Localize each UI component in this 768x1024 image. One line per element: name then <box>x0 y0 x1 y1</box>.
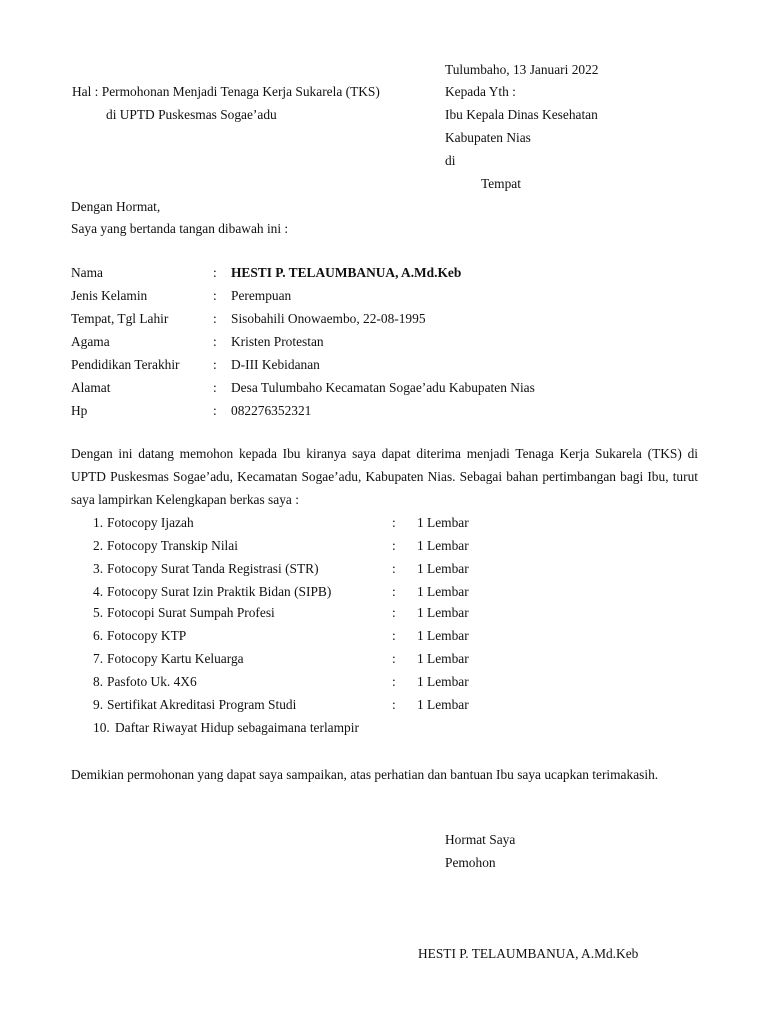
bio-label: Jenis Kelamin <box>71 288 148 303</box>
item-number: 5. <box>93 605 104 620</box>
bio-row-phone <box>71 403 698 419</box>
item-number: 6. <box>93 628 104 643</box>
item-colon: : <box>392 515 396 530</box>
bio-label: Agama <box>71 334 110 349</box>
bio-colon: : <box>213 311 217 326</box>
bio-value: 082276352321 <box>231 403 312 418</box>
bio-label: Pendidikan Terakhir <box>71 357 180 372</box>
item-name: Fotocopy Surat Izin Praktik Bidan (SIPB) <box>107 584 332 599</box>
signature-name: HESTI P. TELAUMBANUA, A.Md.Keb <box>418 946 639 961</box>
place-date: Tulumbaho, 13 Januari 2022 <box>445 62 599 77</box>
salutation: Dengan Hormat, <box>71 199 161 214</box>
item-colon: : <box>392 561 396 576</box>
item-quantity: 1 Lembar <box>417 651 469 666</box>
item-quantity: 1 Lembar <box>417 561 469 576</box>
item-name: Fotocopy Transkip Nilai <box>107 538 238 553</box>
list-item <box>93 651 593 667</box>
signature-closing: Hormat Saya <box>445 832 516 847</box>
bio-colon: : <box>213 288 217 303</box>
item-colon: : <box>392 697 396 712</box>
bio-label: Nama <box>71 265 103 280</box>
item-name: Fotocopy KTP <box>107 628 187 643</box>
item-number: 3. <box>93 561 104 576</box>
item-colon: : <box>392 651 396 666</box>
bio-row-birth <box>71 311 698 327</box>
item-quantity: 1 Lembar <box>417 605 469 620</box>
bio-value: Perempuan <box>231 288 292 303</box>
bio-row-education <box>71 357 698 373</box>
item-number: 8. <box>93 674 104 689</box>
list-item <box>93 584 593 600</box>
item-number: 10. <box>93 720 110 735</box>
subject-line-2: di UPTD Puskesmas Sogae’adu <box>106 107 277 122</box>
bio-colon: : <box>213 403 217 418</box>
list-item <box>93 628 593 644</box>
bio-row-gender <box>71 288 698 304</box>
item-quantity: 1 Lembar <box>417 538 469 553</box>
item-name: Fotocopy Surat Tanda Registrasi (STR) <box>107 561 319 576</box>
recipient-place: Tempat <box>481 176 521 191</box>
recipient-region: Kabupaten Nias <box>445 130 531 145</box>
subject-line: Hal : Permohonan Menjadi Tenaga Kerja Sukarela (TKS) <box>72 84 380 99</box>
item-name: Fotocopi Surat Sumpah Profesi <box>107 605 275 620</box>
item-colon: : <box>392 538 396 553</box>
item-name: Pasfoto Uk. 4X6 <box>107 674 197 689</box>
item-quantity: 1 Lembar <box>417 515 469 530</box>
list-item <box>93 697 593 713</box>
item-name: Fotocopy Kartu Keluarga <box>107 651 244 666</box>
item-colon: : <box>392 628 396 643</box>
item-name: Daftar Riwayat Hidup sebagaimana terlampir <box>115 720 359 735</box>
bio-value: Kristen Protestan <box>231 334 324 349</box>
bio-label: Tempat, Tgl Lahir <box>71 311 169 326</box>
item-quantity: 1 Lembar <box>417 628 469 643</box>
bio-colon: : <box>213 380 217 395</box>
recipient-di: di <box>445 153 456 168</box>
item-number: 4. <box>93 584 104 599</box>
bio-row-religion <box>71 334 698 350</box>
item-quantity: 1 Lembar <box>417 674 469 689</box>
bio-value: D-III Kebidanan <box>231 357 320 372</box>
recipient-title: Ibu Kepala Dinas Kesehatan <box>445 107 598 122</box>
item-number: 7. <box>93 651 104 666</box>
item-colon: : <box>392 674 396 689</box>
list-item <box>93 538 593 554</box>
recipient-greeting: Kepada Yth : <box>445 84 516 99</box>
bio-value: Desa Tulumbaho Kecamatan Sogae’adu Kabupaten Nias <box>231 380 535 395</box>
item-number: 2. <box>93 538 104 553</box>
item-quantity: 1 Lembar <box>417 584 469 599</box>
bio-colon: : <box>213 357 217 372</box>
signature-role: Pemohon <box>445 855 496 870</box>
list-item <box>93 561 593 577</box>
item-name: Fotocopy Ijazah <box>107 515 194 530</box>
item-number: 1. <box>93 515 104 530</box>
bio-value: HESTI P. TELAUMBANUA, A.Md.Keb <box>231 265 462 280</box>
list-item <box>93 674 593 690</box>
item-colon: : <box>392 584 396 599</box>
request-paragraph: Dengan ini datang memohon kepada Ibu kiranya saya dapat diterima menjadi Tenaga Kerja Sukarela (TKS) di UPTD Puskesmas Sogae’adu, Kecamatan Sogae’adu, Kabupaten Nias. Sebagai bahan pertimbangan bagi Ibu, turut saya lampirkan Kelengkapan berkas saya : <box>71 446 698 507</box>
item-name: Sertifikat Akreditasi Program Studi <box>107 697 297 712</box>
bio-label: Alamat <box>71 380 111 395</box>
list-item <box>93 515 593 531</box>
item-colon: : <box>392 605 396 620</box>
item-number: 9. <box>93 697 104 712</box>
closing-paragraph: Demikian permohonan yang dapat saya sampaikan, atas perhatian dan bantuan Ibu saya ucapkan terimakasih. <box>71 767 659 782</box>
bio-colon: : <box>213 334 217 349</box>
item-quantity: 1 Lembar <box>417 697 469 712</box>
bio-label: Hp <box>71 403 88 418</box>
bio-row-name <box>71 265 698 281</box>
intro-text: Saya yang bertanda tangan dibawah ini : <box>71 221 289 236</box>
bio-colon: : <box>213 265 217 280</box>
bio-row-address <box>71 380 698 396</box>
list-item <box>93 720 593 736</box>
bio-value: Sisobahili Onowaembo, 22-08-1995 <box>231 311 426 326</box>
list-item <box>93 605 593 621</box>
